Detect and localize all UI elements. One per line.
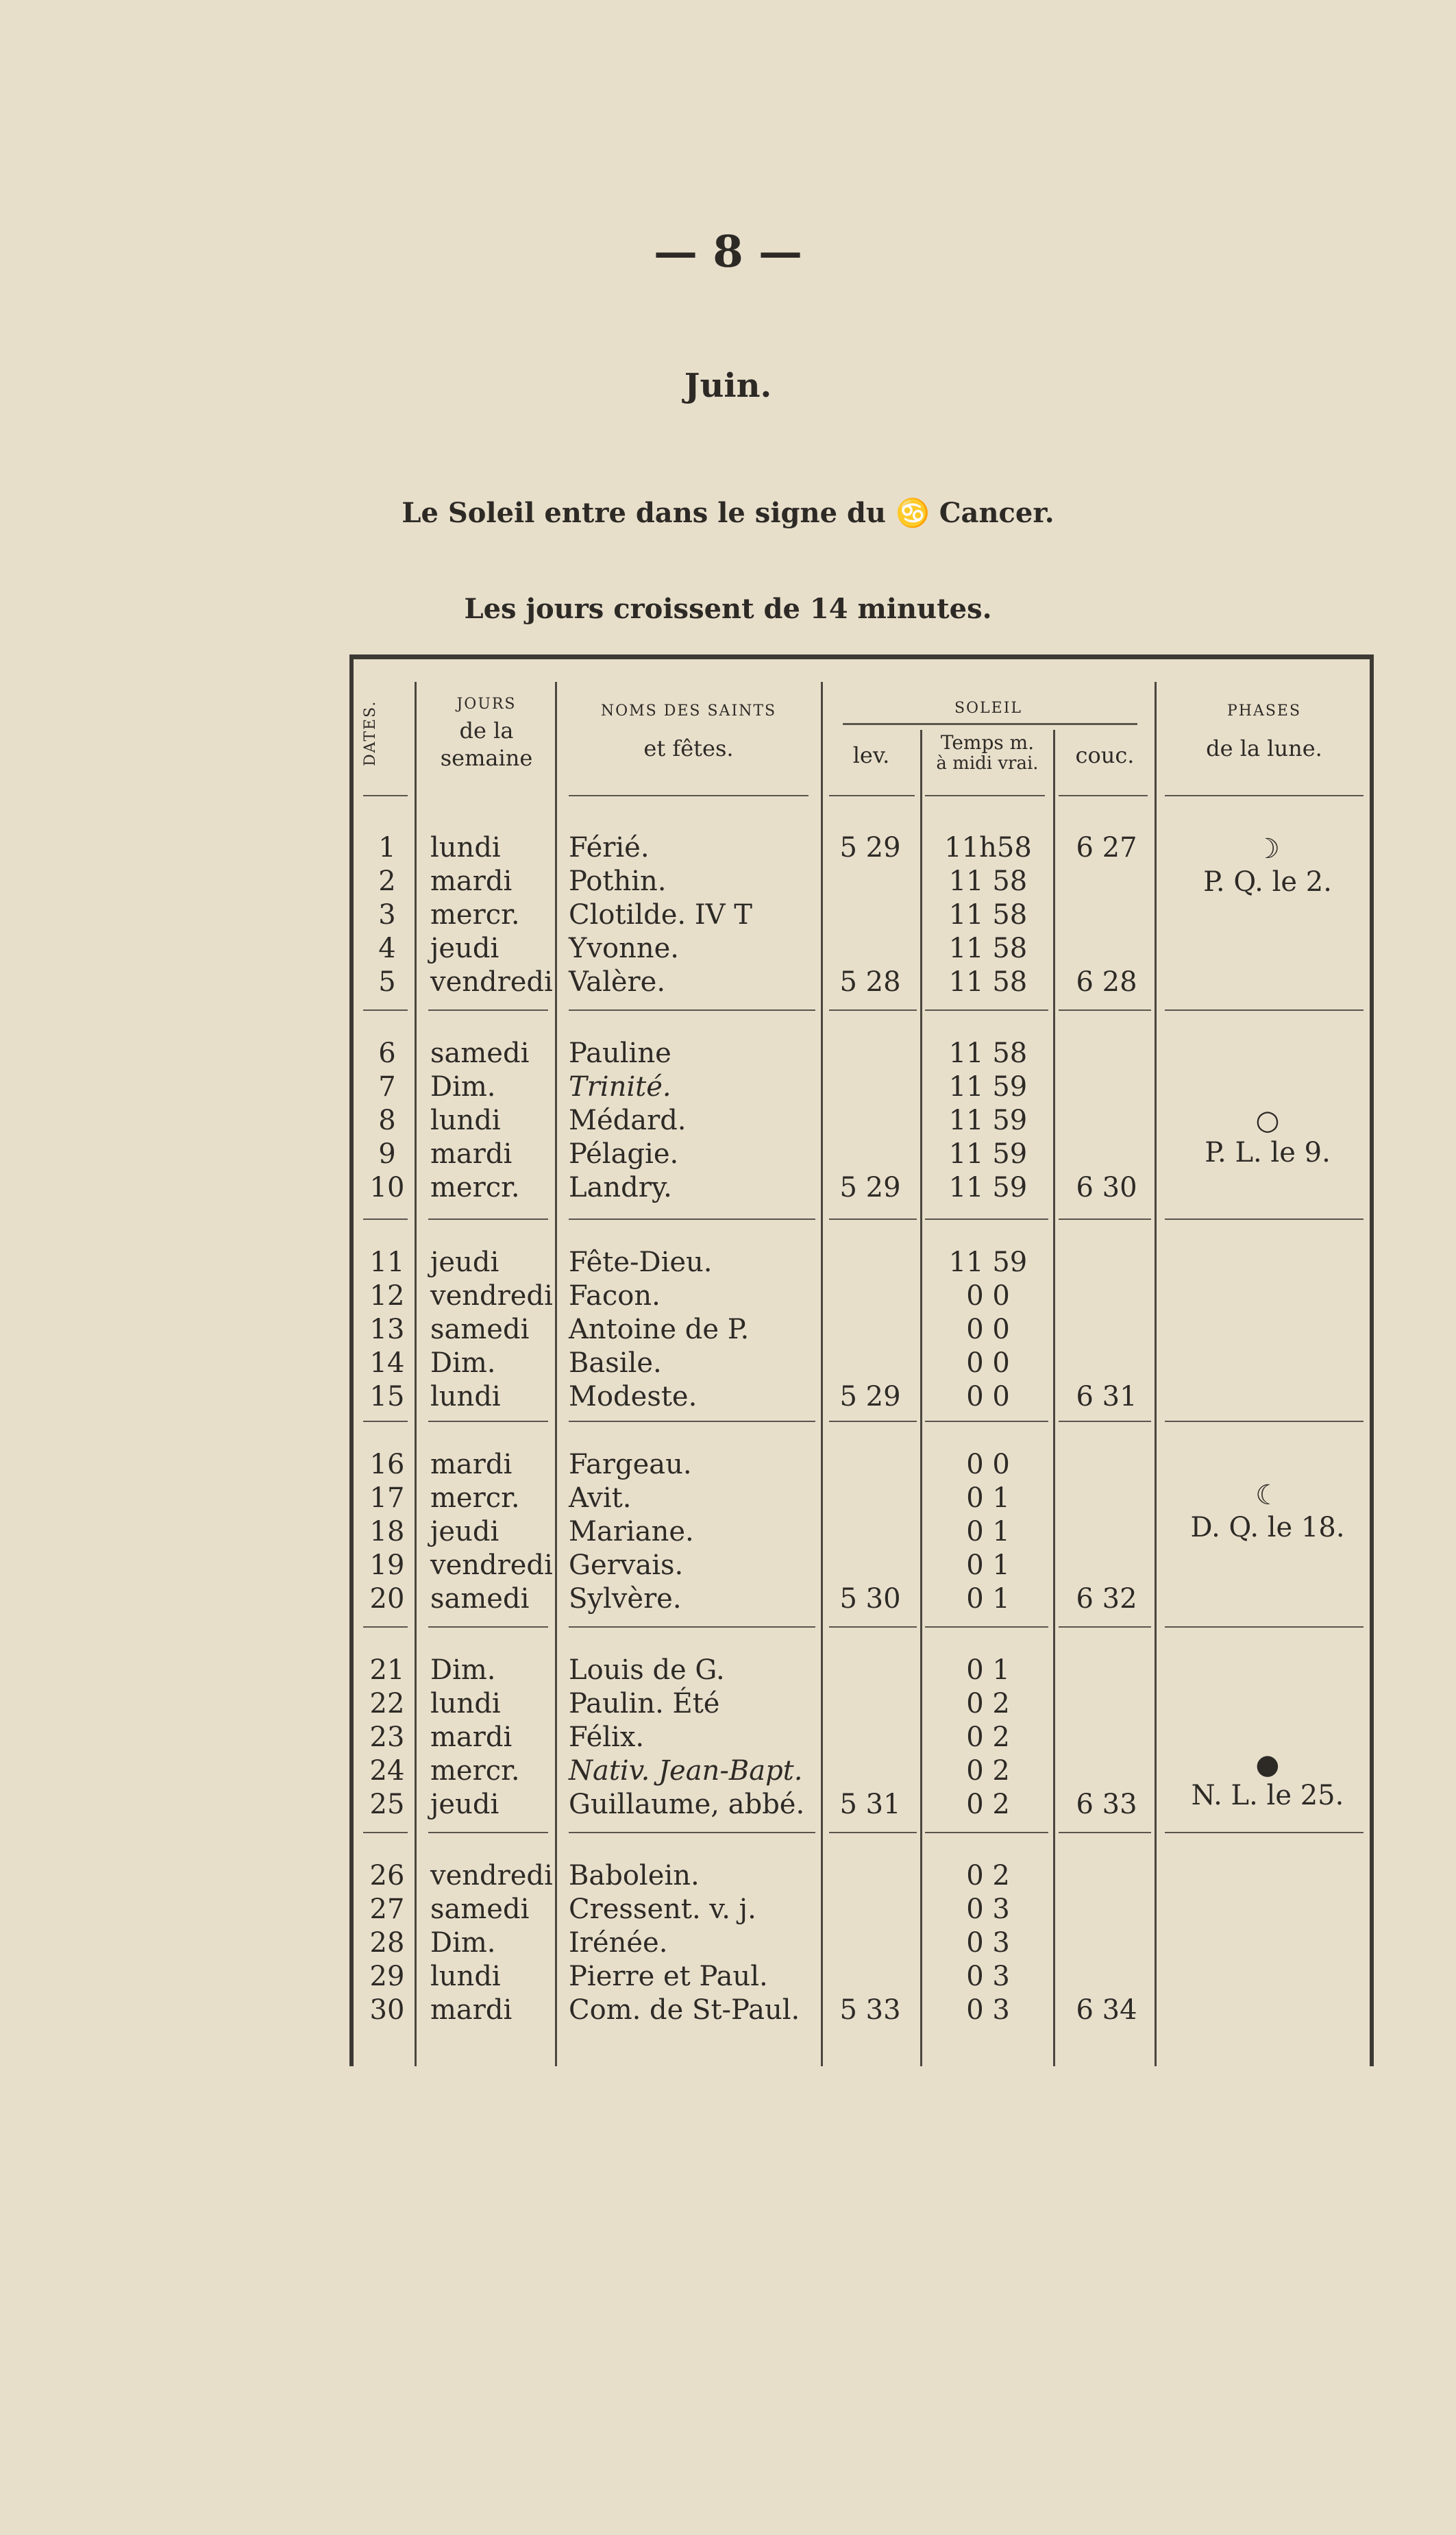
group-separator	[1059, 1626, 1151, 1628]
day-cell: jeudi	[430, 1516, 499, 1547]
day-cell: mardi	[430, 1994, 513, 2026]
page-number: — 8 —	[653, 226, 803, 278]
saint-cell: Pélagie.	[569, 1138, 679, 1170]
header-rule	[829, 795, 915, 796]
column-rule	[1155, 682, 1157, 2066]
day-cell: jeudi	[430, 1247, 499, 1278]
group-separator	[829, 1218, 917, 1220]
noon-time-cell: 0 1	[966, 1550, 1010, 1581]
day-cell: Dim.	[430, 1654, 496, 1686]
group-separator	[428, 1218, 548, 1220]
group-separator	[363, 1218, 408, 1220]
date-cell: 19	[369, 1550, 405, 1581]
group-separator	[925, 1626, 1048, 1628]
day-cell: lundi	[430, 1381, 501, 1412]
sun-sign-after: Cancer.	[939, 497, 1054, 529]
noon-time-cell: 11 58	[948, 933, 1028, 964]
header-dates: DATES.	[362, 700, 379, 767]
sun-sign-line	[0, 497, 1456, 529]
group-separator	[1165, 1009, 1364, 1011]
header-de-la-lune: de la lune.	[1206, 735, 1322, 761]
column-rule	[555, 682, 557, 2066]
day-cell: samedi	[430, 1894, 530, 1925]
saint-cell: Clotilde. IV T	[569, 899, 752, 931]
date-cell: 25	[369, 1789, 405, 1820]
noon-time-cell: 0 0	[966, 1280, 1010, 1312]
soleil-rule	[843, 723, 1137, 725]
group-separator	[569, 1421, 815, 1422]
sunset-cell: 6 32	[1076, 1583, 1137, 1615]
sunrise-cell: 5 30	[839, 1583, 901, 1615]
date-cell: 26	[369, 1860, 405, 1891]
saint-cell: Avit.	[569, 1482, 632, 1514]
table-top-border	[349, 654, 1374, 659]
noon-time-cell: 0 2	[966, 1722, 1010, 1753]
header-lev: lev.	[852, 742, 890, 768]
day-cell: lundi	[430, 1688, 501, 1719]
sunset-cell: 6 30	[1076, 1172, 1137, 1203]
group-separator	[1165, 1832, 1364, 1833]
day-cell: lundi	[430, 1105, 501, 1136]
group-separator	[925, 1832, 1048, 1833]
day-cell: mercr.	[430, 899, 520, 931]
saint-cell: Louis de G.	[569, 1654, 725, 1686]
sunrise-cell: 5 29	[839, 832, 901, 864]
noon-time-cell: 0 0	[966, 1347, 1010, 1379]
date-cell: 1	[378, 832, 396, 864]
group-separator	[428, 1626, 548, 1628]
sunrise-cell: 5 28	[839, 966, 901, 998]
column-rule	[821, 682, 823, 2066]
date-cell: 12	[369, 1280, 405, 1312]
noon-time-cell: 0 0	[966, 1449, 1010, 1480]
group-separator	[1165, 1626, 1364, 1628]
noon-time-cell: 11 59	[948, 1105, 1028, 1136]
day-cell: samedi	[430, 1314, 530, 1345]
group-separator	[1059, 1421, 1151, 1422]
month-title: Juin.	[684, 367, 772, 405]
group-separator	[829, 1832, 917, 1833]
phase-last-quarter: D. Q. le 18.	[1190, 1512, 1345, 1543]
saint-cell: Trinité.	[569, 1071, 671, 1103]
noon-time-cell: 0 3	[966, 1894, 1010, 1925]
header-rule	[1059, 795, 1148, 796]
column-rule	[415, 682, 417, 2066]
date-cell: 28	[369, 1927, 405, 1959]
day-cell: jeudi	[430, 933, 499, 964]
saint-cell: Nativ. Jean-Bapt.	[569, 1755, 803, 1787]
day-cell: Dim.	[430, 1347, 496, 1379]
date-cell: 13	[369, 1314, 405, 1345]
noon-time-cell: 0 2	[966, 1688, 1010, 1719]
group-separator	[829, 1626, 917, 1628]
noon-time-cell: 11 58	[948, 966, 1028, 998]
last-quarter-moon-icon: ☾	[1255, 1480, 1280, 1511]
saint-cell: Antoine de P.	[569, 1314, 750, 1345]
saint-cell: Irénée.	[569, 1927, 668, 1959]
noon-time-cell: 0 1	[966, 1516, 1010, 1547]
sun-sign-before: Le Soleil entre dans le signe du	[402, 497, 886, 529]
noon-time-cell: 0 2	[966, 1860, 1010, 1891]
header-couc: couc.	[1075, 742, 1135, 768]
day-cell: samedi	[430, 1583, 530, 1615]
date-cell: 2	[378, 866, 396, 897]
group-separator	[428, 1421, 548, 1422]
saint-cell: Pierre et Paul.	[569, 1961, 768, 1992]
day-cell: vendredi	[430, 1280, 553, 1312]
new-moon-icon: ●	[1255, 1749, 1280, 1780]
first-quarter-moon-icon: ☽	[1255, 833, 1280, 865]
sunrise-cell: 5 29	[839, 1381, 901, 1412]
header-semaine: semaine	[440, 745, 533, 771]
group-separator	[925, 1009, 1048, 1011]
date-cell: 30	[369, 1994, 405, 2026]
saint-cell: Gervais.	[569, 1550, 684, 1581]
group-separator	[428, 1832, 548, 1833]
saint-cell: Guillaume, abbé.	[569, 1789, 805, 1820]
day-cell: lundi	[430, 832, 501, 864]
date-cell: 11	[369, 1247, 405, 1278]
group-separator	[363, 1626, 408, 1628]
day-cell: mercr.	[430, 1172, 520, 1203]
column-rule	[920, 730, 922, 2066]
sunset-cell: 6 34	[1076, 1994, 1137, 2026]
date-cell: 9	[378, 1138, 396, 1170]
group-separator	[569, 1626, 815, 1628]
group-separator	[925, 1421, 1048, 1422]
noon-time-cell: 11 59	[948, 1138, 1028, 1170]
group-separator	[1059, 1218, 1151, 1220]
date-cell: 22	[369, 1688, 405, 1719]
day-cell: mardi	[430, 1449, 513, 1480]
sunset-cell: 6 33	[1076, 1789, 1137, 1820]
day-cell: mardi	[430, 1722, 513, 1753]
date-cell: 17	[369, 1482, 405, 1514]
group-separator	[569, 1832, 815, 1833]
group-separator	[1165, 1421, 1364, 1422]
noon-time-cell: 0 1	[966, 1583, 1010, 1615]
saint-cell: Paulin. Été	[569, 1688, 720, 1719]
saint-cell: Landry.	[569, 1172, 672, 1203]
saint-cell: Valère.	[569, 966, 666, 998]
saint-cell: Yvonne.	[569, 933, 679, 964]
noon-time-cell: 0 0	[966, 1381, 1010, 1412]
table-left-border	[349, 654, 354, 2066]
cancer-sign-icon: ♋	[895, 498, 930, 529]
header-rule	[1165, 795, 1364, 796]
date-cell: 4	[378, 933, 396, 964]
group-separator	[363, 1421, 408, 1422]
date-cell: 29	[369, 1961, 405, 1992]
noon-time-cell: 11 58	[948, 1038, 1028, 1069]
saint-cell: Babolein.	[569, 1860, 700, 1891]
saint-cell: Férié.	[569, 832, 650, 864]
noon-time-cell: 11 59	[948, 1071, 1028, 1103]
noon-time-cell: 0 3	[966, 1994, 1010, 2026]
saint-cell: Sylvère.	[569, 1583, 682, 1615]
date-cell: 5	[378, 966, 396, 998]
header-rule	[363, 795, 408, 796]
saint-cell: Facon.	[569, 1280, 661, 1312]
noon-time-cell: 0 1	[966, 1482, 1010, 1514]
sunset-cell: 6 27	[1076, 832, 1137, 864]
day-cell: mardi	[430, 1138, 513, 1170]
header-saints: NOMS DES SAINTS	[600, 702, 777, 720]
column-rule	[1053, 730, 1055, 2066]
noon-time-cell: 0 3	[966, 1961, 1010, 1992]
noon-time-cell: 0 0	[966, 1314, 1010, 1345]
noon-time-cell: 11 59	[948, 1172, 1028, 1203]
noon-time-cell: 0 2	[966, 1789, 1010, 1820]
saint-cell: Mariane.	[569, 1516, 694, 1547]
saint-cell: Cressent. v. j.	[569, 1894, 756, 1925]
date-cell: 10	[369, 1172, 405, 1203]
group-separator	[428, 1009, 548, 1011]
noon-time-cell: 11 58	[948, 899, 1028, 931]
day-cell: samedi	[430, 1038, 530, 1069]
noon-time-cell: 0 3	[966, 1927, 1010, 1959]
day-cell: lundi	[430, 1961, 501, 1992]
day-cell: vendredi	[430, 1860, 553, 1891]
saint-cell: Pothin.	[569, 866, 667, 897]
calendar-table	[349, 654, 1374, 2066]
saint-cell: Modeste.	[569, 1381, 698, 1412]
group-separator	[569, 1218, 815, 1220]
day-cell: vendredi	[430, 966, 553, 998]
day-cell: mardi	[430, 866, 513, 897]
phase-first-quarter: P. Q. le 2.	[1203, 866, 1332, 898]
header-fetes: et fêtes.	[643, 735, 734, 761]
noon-time-cell: 11 59	[948, 1247, 1028, 1278]
header-phases: PHASES	[1226, 702, 1302, 720]
phase-full-moon: P. L. le 9.	[1205, 1137, 1331, 1168]
date-cell: 16	[369, 1449, 405, 1480]
header-temps: Temps m.	[940, 731, 1035, 754]
full-moon-icon: ○	[1255, 1105, 1280, 1136]
noon-time-cell: 0 1	[966, 1654, 1010, 1686]
saint-cell: Médard.	[569, 1105, 687, 1136]
saint-cell: Com. de St-Paul.	[569, 1994, 800, 2026]
date-cell: 27	[369, 1894, 405, 1925]
noon-time-cell: 11 58	[948, 866, 1028, 897]
header-midi-vrai: à midi vrai.	[936, 753, 1039, 774]
sunrise-cell: 5 33	[839, 1994, 901, 2026]
date-cell: 21	[369, 1654, 405, 1686]
noon-time-cell: 11h58	[944, 832, 1032, 864]
saint-cell: Fête-Dieu.	[569, 1247, 713, 1278]
group-separator	[569, 1009, 815, 1011]
date-cell: 7	[378, 1071, 396, 1103]
date-cell: 23	[369, 1722, 405, 1753]
group-separator	[925, 1218, 1048, 1220]
day-cell: Dim.	[430, 1071, 496, 1103]
group-separator	[1059, 1832, 1151, 1833]
sunrise-cell: 5 31	[839, 1789, 901, 1820]
day-cell: mercr.	[430, 1755, 520, 1787]
header-jours: JOURS	[456, 696, 517, 713]
header-de-la: de la	[459, 718, 514, 744]
date-cell: 18	[369, 1516, 405, 1547]
date-cell: 3	[378, 899, 396, 931]
saint-cell: Félix.	[569, 1722, 645, 1753]
group-separator	[363, 1009, 408, 1011]
saint-cell: Pauline	[569, 1038, 671, 1069]
day-cell: vendredi	[430, 1550, 553, 1581]
date-cell: 8	[378, 1105, 396, 1136]
noon-time-cell: 0 2	[966, 1755, 1010, 1787]
header-rule	[925, 795, 1045, 796]
date-cell: 6	[378, 1038, 396, 1069]
date-cell: 14	[369, 1347, 405, 1379]
saint-cell: Basile.	[569, 1347, 662, 1379]
phase-new-moon: N. L. le 25.	[1191, 1780, 1344, 1811]
day-cell: mercr.	[430, 1482, 520, 1514]
group-separator	[363, 1832, 408, 1833]
header-soleil: SOLEIL	[954, 700, 1023, 717]
saint-cell: Fargeau.	[569, 1449, 692, 1480]
day-cell: jeudi	[430, 1789, 499, 1820]
group-separator	[829, 1421, 917, 1422]
day-cell: Dim.	[430, 1927, 496, 1959]
sunset-cell: 6 31	[1076, 1381, 1137, 1412]
date-cell: 20	[369, 1583, 405, 1615]
sunset-cell: 6 28	[1076, 966, 1137, 998]
group-separator	[1165, 1218, 1364, 1220]
group-separator	[1059, 1009, 1151, 1011]
table-right-border	[1370, 654, 1374, 2066]
date-cell: 15	[369, 1381, 405, 1412]
days-note: Les jours croissent de 14 minutes.	[464, 593, 992, 625]
sunrise-cell: 5 29	[839, 1172, 901, 1203]
header-rule	[569, 795, 809, 796]
date-cell: 24	[369, 1755, 405, 1787]
group-separator	[829, 1009, 917, 1011]
